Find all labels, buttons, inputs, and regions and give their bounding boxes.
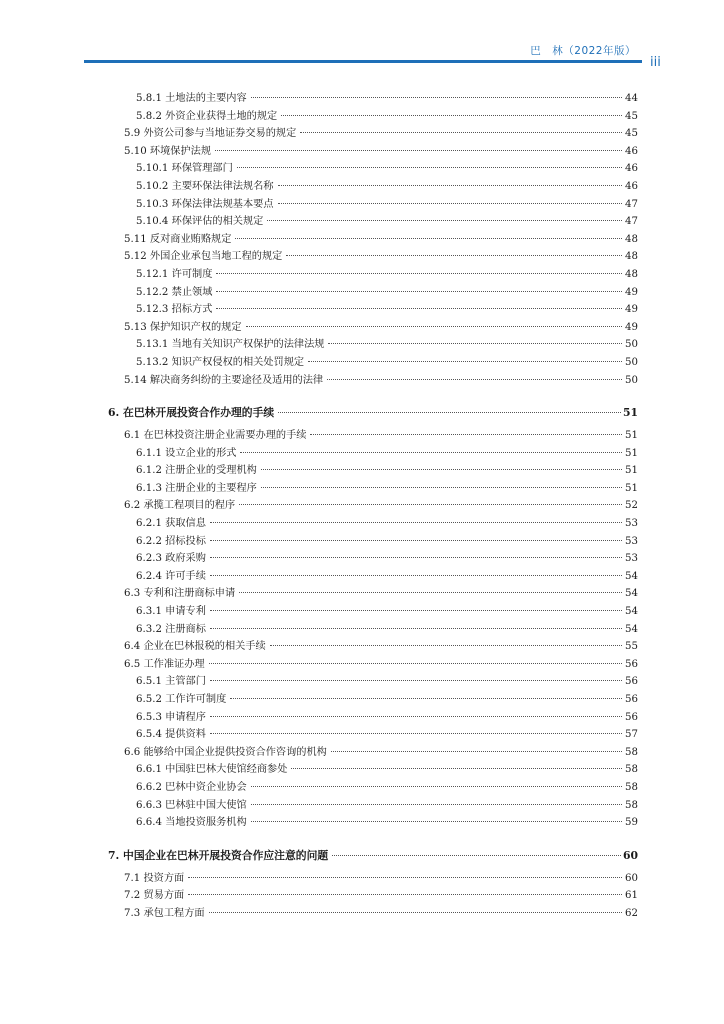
toc-entry-page: 48 [625, 268, 638, 280]
toc-entry[interactable] [108, 462, 638, 480]
dot-leader [291, 768, 622, 769]
toc-entry-label: 6.1.1 设立企业的形式 [136, 447, 237, 459]
toc-entry-page: 53 [625, 518, 638, 530]
toc-entry-page: 49 [625, 286, 638, 298]
toc-entry-label: 5.13.1 当地有关知识产权保护的法律法规 [136, 339, 325, 351]
dot-leader [251, 821, 622, 822]
toc-entry[interactable] [108, 354, 638, 372]
dot-leader [270, 645, 622, 646]
toc-entry[interactable] [108, 691, 638, 709]
toc-entry[interactable] [108, 585, 638, 603]
toc-entry-label: 5.10.3 环保法律法规基本要点 [136, 198, 274, 210]
toc-entry-label: 5.14 解决商务纠纷的主要途径及适用的法律 [124, 374, 324, 386]
toc-entry-label: 5.12.1 许可制度 [136, 268, 213, 280]
toc-entry-page: 50 [625, 356, 638, 368]
dot-leader [310, 434, 622, 435]
toc-entry[interactable] [108, 266, 638, 284]
toc-entry[interactable] [108, 497, 638, 515]
toc-entry-page: 49 [625, 321, 638, 333]
toc-entry-label: 6.6 能够给中国企业提供投资合作咨询的机构 [124, 746, 327, 758]
toc-entry-label: 6.2.3 政府采购 [136, 553, 206, 565]
toc-entry-label: 6.6.4 当地投资服务机构 [136, 817, 247, 829]
toc-entry[interactable] [108, 533, 638, 551]
toc-entry-page: 60 [622, 848, 638, 862]
toc-entry[interactable] [108, 797, 638, 815]
dot-leader [216, 273, 622, 274]
dot-leader [210, 557, 622, 558]
toc-entry-page: 46 [625, 145, 638, 157]
toc-entry[interactable] [108, 336, 638, 354]
dot-leader [239, 504, 622, 505]
dot-leader [251, 804, 622, 805]
toc-entry[interactable] [108, 445, 638, 463]
toc-entry-label: 5.8.1 土地法的主要内容 [136, 93, 247, 104]
dot-leader [331, 751, 622, 752]
toc-entry-page: 57 [625, 729, 638, 741]
toc-entry-page: 51 [625, 465, 638, 477]
toc-entry-page: 47 [625, 198, 638, 210]
toc-entry-page: 54 [625, 606, 638, 618]
dot-leader [308, 361, 622, 362]
toc-entry-label: 6.3.2 注册商标 [136, 623, 206, 635]
table-of-contents [108, 90, 638, 923]
toc-entry[interactable] [108, 621, 638, 639]
toc-entry-page: 55 [625, 641, 638, 653]
toc-entry-label: 6.5.4 提供资料 [136, 729, 206, 741]
dot-leader [261, 469, 622, 470]
toc-entry[interactable] [108, 726, 638, 744]
toc-entry-page: 56 [625, 676, 638, 688]
toc-entry-page: 54 [625, 570, 638, 582]
dot-leader [230, 698, 622, 699]
toc-entry-label: 5.12.3 招标方式 [136, 304, 213, 316]
toc-entry-label: 6.3 专利和注册商标申请 [124, 588, 236, 600]
dot-leader [240, 452, 622, 453]
toc-entry-page: 52 [625, 500, 638, 512]
toc-entry-page: 51 [625, 447, 638, 459]
toc-entry[interactable] [108, 761, 638, 779]
dot-leader [251, 786, 622, 787]
section-gap [108, 832, 638, 846]
dot-leader [286, 255, 622, 256]
toc-entry-page: 53 [625, 535, 638, 547]
page-number: iii [650, 55, 661, 70]
toc-entry[interactable] [108, 108, 638, 126]
toc-entry[interactable] [108, 887, 638, 905]
toc-entry-page: 59 [625, 817, 638, 829]
dot-leader [237, 167, 622, 168]
dot-leader [281, 115, 622, 116]
dot-leader [278, 203, 622, 204]
dot-leader [332, 855, 621, 856]
toc-entry-page: 53 [625, 553, 638, 565]
toc-entry-label: 6.5 工作准证办理 [124, 658, 205, 670]
toc-entry-label: 5.13 保护知识产权的规定 [124, 321, 242, 333]
dot-leader [210, 680, 622, 681]
toc-entry[interactable] [108, 603, 638, 621]
toc-chapter-entry[interactable] [108, 846, 638, 866]
toc-entry[interactable] [108, 779, 638, 797]
toc-entry[interactable] [108, 284, 638, 302]
toc-entry[interactable] [108, 248, 638, 266]
toc-entry-page: 46 [625, 180, 638, 192]
toc-entry-page: 51 [625, 430, 638, 442]
toc-entry-label: 6. 在巴林开展投资合作办理的手续 [108, 406, 275, 420]
toc-entry-page: 61 [625, 890, 638, 902]
toc-entry-page: 62 [625, 907, 638, 919]
toc-entry[interactable] [108, 905, 638, 923]
toc-entry[interactable] [108, 515, 638, 533]
toc-entry[interactable] [108, 160, 638, 178]
toc-entry-page: 51 [625, 482, 638, 494]
toc-entry[interactable] [108, 301, 638, 319]
dot-leader [210, 628, 622, 629]
toc-entry-page: 49 [625, 304, 638, 316]
dot-leader [210, 522, 622, 523]
toc-entry-label: 6.5.2 工作许可制度 [136, 694, 227, 705]
toc-entry-page: 58 [625, 799, 638, 811]
toc-entry-label: 5.13.2 知识产权侵权的相关处罚规定 [136, 356, 305, 368]
toc-entry[interactable] [108, 196, 638, 214]
dot-leader [251, 97, 622, 98]
toc-entry-label: 7.1 投资方面 [124, 872, 185, 884]
toc-entry[interactable] [108, 673, 638, 691]
dot-leader [235, 238, 622, 239]
toc-entry-label: 6.6.2 巴林中资企业协会 [136, 781, 247, 793]
toc-entry-label: 6.1.3 注册企业的主要程序 [136, 482, 257, 494]
toc-entry-label: 6.2.1 获取信息 [136, 518, 206, 530]
toc-entry-label: 5.12 外国企业承包当地工程的规定 [124, 251, 283, 263]
toc-entry[interactable] [108, 709, 638, 727]
toc-entry[interactable] [108, 90, 638, 108]
toc-entry-page: 50 [625, 374, 638, 386]
dot-leader [327, 379, 622, 380]
toc-entry-page: 56 [625, 658, 638, 670]
header-rule [84, 60, 642, 63]
toc-entry[interactable] [108, 372, 638, 390]
toc-entry[interactable] [108, 213, 638, 231]
toc-entry-page: 58 [625, 746, 638, 758]
toc-entry-label: 6.5.1 主管部门 [136, 676, 206, 688]
dot-leader [209, 912, 622, 913]
toc-entry[interactable] [108, 480, 638, 498]
toc-entry-page: 51 [622, 406, 638, 420]
dot-leader [210, 716, 622, 717]
toc-entry[interactable] [108, 231, 638, 249]
dot-leader [246, 326, 622, 327]
toc-entry[interactable] [108, 814, 638, 832]
dot-leader [216, 308, 622, 309]
toc-entry-page: 46 [625, 163, 638, 175]
toc-entry-page: 50 [625, 339, 638, 351]
section-gap [108, 389, 638, 403]
toc-entry-label: 7.3 承包工程方面 [124, 907, 205, 919]
toc-entry-label: 5.11 反对商业贿赂规定 [124, 233, 232, 245]
dot-leader [278, 185, 622, 186]
dot-leader [278, 412, 621, 413]
toc-entry-label: 6.2 承揽工程项目的程序 [124, 500, 236, 512]
toc-entry-label: 5.10.2 主要环保法律法规名称 [136, 180, 274, 192]
toc-entry-page: 45 [625, 110, 638, 122]
toc-entry-label: 6.1.2 注册企业的受理机构 [136, 465, 257, 477]
toc-entry-label: 6.4 企业在巴林报税的相关手续 [124, 641, 266, 653]
dot-leader [267, 220, 622, 221]
toc-entry-label: 6.2.2 招标投标 [136, 535, 206, 547]
toc-entry-page: 58 [625, 764, 638, 776]
toc-chapter-entry[interactable] [108, 403, 638, 423]
toc-entry[interactable] [108, 125, 638, 143]
dot-leader [209, 663, 622, 664]
toc-entry-label: 6.6.1 中国驻巴林大使馆经商参处 [136, 764, 288, 776]
dot-leader [215, 150, 622, 151]
dot-leader [210, 575, 622, 576]
toc-entry[interactable] [108, 143, 638, 161]
toc-entry[interactable] [108, 178, 638, 196]
toc-entry-label: 7.2 贸易方面 [124, 890, 185, 902]
toc-entry-page: 56 [625, 694, 638, 705]
toc-entry[interactable] [108, 568, 638, 586]
toc-entry-label: 5.8.2 外资企业获得土地的规定 [136, 110, 278, 122]
toc-entry-label: 6.1 在巴林投资注册企业需要办理的手续 [124, 430, 307, 442]
toc-entry[interactable] [108, 744, 638, 762]
toc-entry[interactable] [108, 550, 638, 568]
toc-entry-label: 5.10.1 环保管理部门 [136, 163, 233, 175]
toc-entry-page: 54 [625, 588, 638, 600]
toc-entry[interactable] [108, 319, 638, 337]
toc-entry-page: 60 [625, 872, 638, 884]
toc-entry-label: 5.10.4 环保评估的相关规定 [136, 216, 264, 228]
running-title: 巴 林（2022年版） [530, 45, 636, 57]
toc-entry-label: 6.2.4 许可手续 [136, 570, 206, 582]
toc-entry[interactable] [108, 638, 638, 656]
page-header [0, 0, 724, 80]
toc-entry-page: 44 [625, 93, 638, 104]
toc-entry-page: 48 [625, 233, 638, 245]
dot-leader [261, 487, 622, 488]
toc-entry-page: 58 [625, 781, 638, 793]
dot-leader [328, 343, 622, 344]
toc-entry-label: 5.9 外资公司参与当地证券交易的规定 [124, 128, 297, 140]
dot-leader [216, 291, 622, 292]
toc-entry-label: 5.10 环境保护法规 [124, 145, 212, 157]
toc-entry-page: 56 [625, 711, 638, 723]
toc-entry-page: 45 [625, 128, 638, 140]
dot-leader [239, 592, 622, 593]
dot-leader [210, 610, 622, 611]
toc-entry[interactable] [108, 656, 638, 674]
dot-leader [210, 733, 622, 734]
toc-entry-page: 54 [625, 623, 638, 635]
toc-entry-label: 5.12.2 禁止领域 [136, 286, 213, 298]
toc-entry-label: 7. 中国企业在巴林开展投资合作应注意的问题 [108, 848, 329, 862]
toc-entry-page: 47 [625, 216, 638, 228]
toc-entry-label: 6.5.3 申请程序 [136, 711, 206, 723]
toc-entry-label: 6.6.3 巴林驻中国大使馆 [136, 799, 247, 811]
toc-entry-page: 48 [625, 251, 638, 263]
toc-entry[interactable] [108, 870, 638, 888]
dot-leader [188, 877, 622, 878]
toc-entry-label: 6.3.1 申请专利 [136, 606, 206, 618]
dot-leader [300, 132, 622, 133]
toc-entry[interactable] [108, 427, 638, 445]
dot-leader [210, 540, 622, 541]
dot-leader [188, 894, 622, 895]
